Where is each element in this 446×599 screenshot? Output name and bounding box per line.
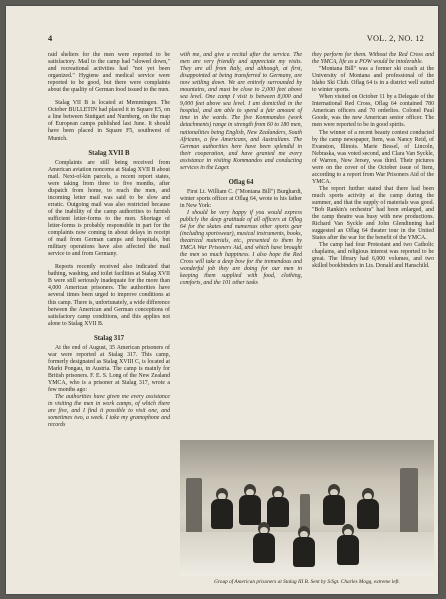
quoted-letter: The authorities have given me every assistance in visiting the men in work camps, of which there are five, and I find it possible to visit one, and sometimes two, a week. I take my gramophone and records: [48, 394, 170, 429]
paragraph: Complaints are still being received from American aviation noncoms at Stalag XVII B about mail. Next-of-kin parcels, a recent report states, were taking from three to five months, after dispatch from home, to reach the men, and incoming letter mail was said to be slow and erratic. Outgoing mail was also restricted because of the inability of the camp authorities to furnish sufficient letter-forms to the men. Shortage of letter-forms is probably responsible in part for the complaints now coming in about delays in receipt of mail from German camps and hospitals, but military operations have also affected the mail service to and from Germany.: [48, 159, 170, 258]
section-heading-stalag-317: Stalag 317: [93, 334, 125, 342]
page-header: [6, 34, 438, 50]
paragraph: First Lt. William C. ("Montana Bill") Burghardt, winter sports officer at Oflag 64, wrote to his father in New York:: [180, 188, 302, 209]
paragraph: The camp had four Protestant and two Catholic chaplains, and religious interest was reported to be great. The library had 6,000 volumes, and two skilled bookbinders in Lts. Donald and Hanschild.: [312, 242, 434, 270]
page-number: 4: [48, 34, 53, 43]
column-3: [312, 52, 434, 270]
volume-issue: VOL. 2, NO. 12: [366, 34, 424, 43]
paragraph: The winner of a recent beauty contest conducted by the camp newspaper, Item, was Nancy Reid, of Evanston, Illinois. Marie Bessel, of Lincoln, Nebraska, was voted second, and Clara Van Syckle, of Warren, New Jersey, was third. Their pictures were on the cover of the October issue of Item, according to a report from War Prisoners Aid of the YMCA.: [312, 129, 434, 185]
person-figure: [322, 484, 346, 528]
paragraph: When visited on October 11 by a Delegate of the International Red Cross, Oflag 64 contained 780 American officers and 70 orderlies. Colonel Paul Goode, was the new American senior officer. The men were reported to be in good spirits.: [312, 94, 434, 129]
paragraph: Stalag VII B is located at Memmingen. The October BULLETIN had placed it in Square E5, on a line between Stuttgart and Nurnberg, on the map of European camps published last June. It should have been placed in Square F5, southwest of Munich.: [48, 100, 170, 142]
paragraph: The report further stated that there had been much sports activity at the camp during the summer, and that the supply of materials was good. "Bob Rankin's orchestra" had been enlarged, and the camp theatre was busy with new productions. Richard Van Syckle and John Glendinning had suggested an Oflag 64 theater tour in the United States after the war for the benefit of the YMCA.: [312, 185, 434, 242]
newsletter-page: [6, 6, 438, 594]
section-heading-stalag-xvii-b: Stalag XVII B: [88, 149, 130, 157]
person-figure: [292, 526, 316, 570]
prisoners-group-photo: [180, 440, 434, 576]
person-figure: [336, 524, 360, 568]
column-2: [180, 52, 302, 288]
paragraph: "Montana Bill" was a former ski coach at the University of Montana and professional of the Idaho Ski Club. Oflag 64 is in a district well suited to winter sports.: [312, 66, 434, 94]
quoted-letter: with me, and give a recital after the service. The men are very friendly and appreciate my visits. They are all from Italy, and although, at first, disappointed at being transferred to Germany, are now settling down. We are entirely surrounded by mountains, and must be close to 2,000 feet above sea level. One camp I visit is between 8,000 and 9,000 feet above sea level. I am domiciled in the hospital, and am able to spend a fair amount of time in the wards. The five Kommandos (work detachments) range in strength from 60 to 180 men, nationalities being English, New Zealanders, South Africans, a few Americans, and Australians. The German authorities here have been splendid in their cooperation, and have granted me every assistance in visiting Kommandos and conducting services in the Lager.: [180, 52, 302, 171]
person-figure: [210, 488, 234, 532]
quoted-letter: they perform for them. Without the Red Cross and the YMCA, life as a POW would be intolerable.: [312, 52, 434, 66]
quoted-letter: I should be very happy if you would express publicly the deep gratitude of all officers at Oflag 64 for the skates and numerous other sports gear (including sportswear), musical instruments, books, theatrical materials, etc., presented to them by YMCA War Prisoners Aid, and which have brought the men so much happiness. I also hope the Red Cross will take a deep bow for the tremendous and wonderful job they are doing for our men in keeping them supplied with food, clothing, comforts, and the 101 other tasks: [180, 209, 302, 287]
paragraph: At the end of August, 35 American prisoners of war were reported at Stalag 317. This camp, formerly designated as Stalag XVIII C, is located at Markt Pongau, in Austria. The camp is mainly for British prisoners. F. E. S. Long of the New Zealand YMCA, who is a prisoner at Stalag 317, wrote a few months ago:: [48, 344, 170, 394]
paragraph: raid shelters for the men were reported to be satisfactory. Mail to the camp had "slowed down," and recreational activities had "not yet been organized." Hygiene and medical service were reported to be good, but there were complaints about the quality of German food issued to the men.: [48, 52, 170, 94]
person-figure: [252, 522, 276, 566]
section-heading-oflag-64: Oflag 64: [228, 178, 254, 186]
photo-caption: Group of American prisoners at Stalag III B. Sent by S/Sgt. Charles Mogg, extreme left.: [214, 579, 400, 585]
paragraph: Reports recently received also indicated that bathing, washing, and toilet facilities at Stalag XVII B were still seriously inadequate for the more than 4,000 American prisoners. The authorities have several times been urged to improve conditions at this camp. There is, unfortunately, a wide difference between the American and German conceptions of satisfactory camp conditions, and this applies not alone to Stalag XVII B.: [48, 264, 170, 327]
column-1: [48, 52, 170, 429]
